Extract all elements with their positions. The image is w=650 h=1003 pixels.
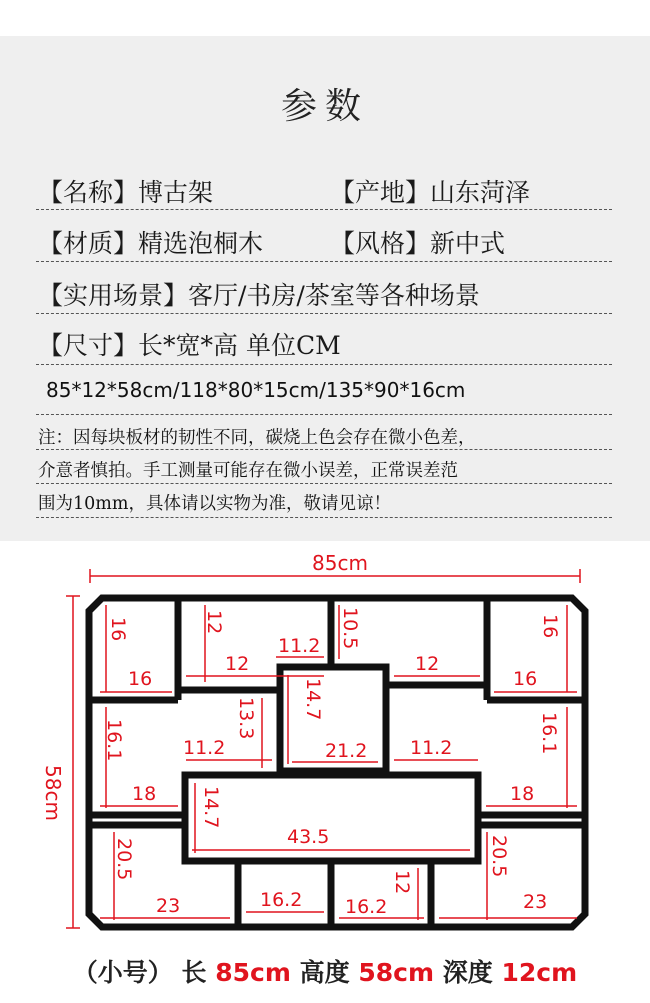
dim-label: 16.2 (260, 889, 303, 911)
dim-label: 12 (391, 870, 413, 895)
dim-label: 12 (415, 653, 440, 675)
dim-label: 12 (203, 610, 225, 635)
spec-size: 【尺寸】长*宽*高 单位CM (38, 331, 341, 360)
spec-usage: 【实用场景】客厅/书房/茶室等各种场景 (38, 281, 480, 310)
height-label: 58cm (41, 765, 65, 821)
size-name: （小号） (72, 958, 173, 987)
depth-value: 12cm (501, 958, 578, 987)
dim-label: 20.5 (113, 838, 135, 881)
dim-label: 14.7 (200, 786, 222, 829)
dim-label: 16.1 (538, 712, 560, 755)
dim-label: 21.2 (325, 740, 368, 762)
dim-label: 18 (132, 783, 157, 805)
height-value: 58cm (358, 958, 435, 987)
page-title: 参数 (280, 86, 369, 127)
spec-name: 【名称】博古架 (38, 178, 214, 207)
depth-label: 深度 (442, 958, 493, 987)
dim-label: 16.2 (345, 896, 388, 918)
size-options: 85*12*58cm/118*80*15cm/135*90*16cm (46, 378, 466, 402)
dim-label: 13.3 (235, 697, 257, 740)
dim-label: 23 (523, 891, 548, 913)
dim-label: 11.2 (278, 635, 321, 657)
spec-style: 【风格】新中式 (330, 229, 506, 258)
dim-label: 20.5 (488, 835, 510, 878)
dim-label: 14.7 (302, 678, 324, 721)
width-label: 85cm (312, 551, 368, 575)
dim-label: 18 (510, 783, 535, 805)
spec-material: 【材质】精选泡桐木 (38, 229, 264, 258)
dim-label: 16.1 (103, 719, 125, 762)
length-value: 85cm (215, 958, 291, 987)
dim-label: 23 (156, 895, 181, 917)
dim-label: 12 (225, 653, 250, 675)
height-label-text: 高度 (299, 958, 350, 987)
size-summary (0, 953, 650, 989)
dim-label: 16 (513, 668, 538, 690)
dim-label: 10.5 (339, 607, 361, 650)
dim-label: 11.2 (410, 737, 453, 759)
note-line: 围为10mm，具体请以实物为准，敬请见谅！ (38, 494, 391, 514)
spec-origin: 【产地】山东菏泽 (330, 178, 531, 207)
note-line: 介意者慎拍。手工测量可能存在微小误差，正常误差范 (38, 461, 458, 481)
length-label: 长 (181, 958, 207, 987)
dim-label: 43.5 (287, 826, 330, 848)
dim-label: 16 (539, 614, 561, 639)
dim-label: 11.2 (183, 737, 226, 759)
dim-label: 16 (107, 617, 129, 642)
note-line: 注：因每块板材的韧性不同，碳烧上色会存在微小色差， (38, 428, 476, 448)
dim-label: 16 (128, 668, 153, 690)
